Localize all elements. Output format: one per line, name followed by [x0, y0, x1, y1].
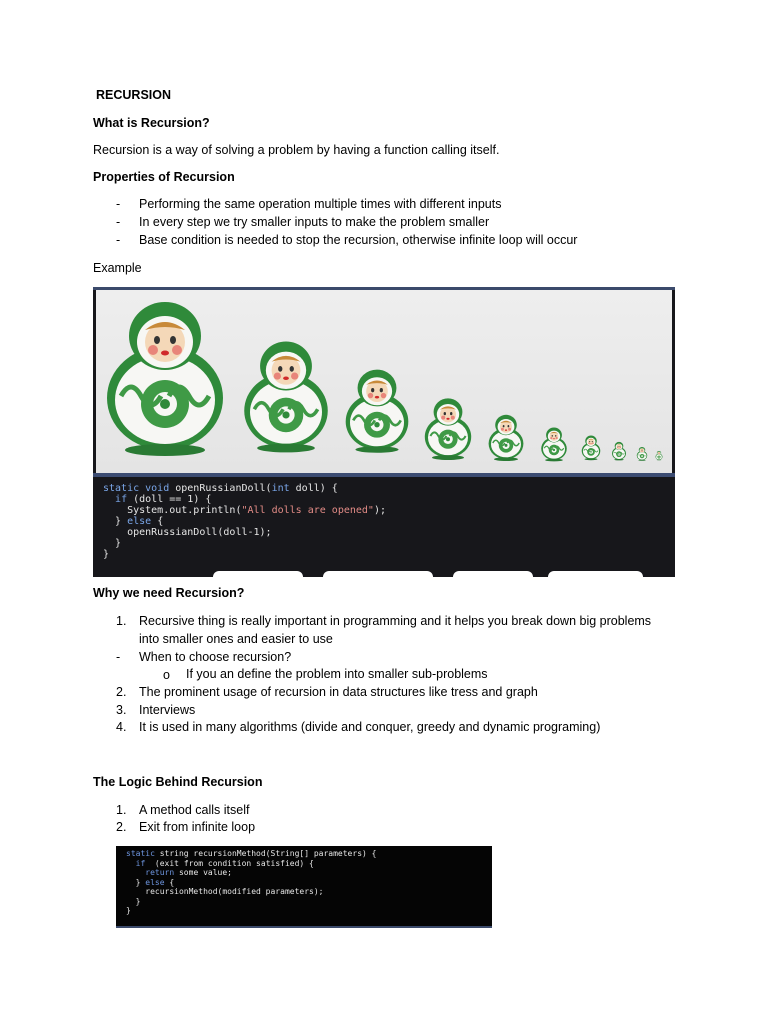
why-item: The prominent usage of recursion in data structures like tress and graph	[139, 685, 538, 699]
logic-code-block	[126, 849, 376, 916]
properties-heading: Properties of Recursion	[93, 170, 235, 184]
code-line: }	[103, 538, 122, 549]
bullet-dash: -	[116, 233, 121, 247]
code-keyword: return	[145, 868, 175, 877]
code-line: }	[126, 906, 131, 915]
bullet-dash: -	[116, 197, 121, 211]
code-line: } else {	[126, 877, 175, 887]
logic-item: Exit from infinite loop	[139, 820, 256, 834]
nesting-dolls-illustration	[96, 290, 672, 473]
list-number: 1.	[116, 803, 127, 817]
bullet-dash: -	[116, 650, 121, 664]
russian-doll-figure	[93, 287, 675, 577]
code-line: } else {	[103, 516, 164, 527]
why-item: Recursive thing is really important in programming and it helps you break down big problems	[139, 614, 652, 628]
example-label: Example	[93, 261, 142, 275]
code-line: System.out.println("All dolls are opened");	[103, 505, 386, 516]
code-line: static string recursionMethod(String[] parameters) {	[126, 849, 377, 858]
code-line: openRussianDoll(doll-1);	[103, 527, 272, 538]
figure-divider	[93, 473, 675, 477]
logic-item: A method calls itself	[139, 803, 250, 817]
code-line: }	[126, 896, 141, 906]
code-line: }	[103, 549, 110, 560]
code-keyword: else	[145, 877, 165, 887]
why-heading: Why we need Recursion?	[93, 586, 245, 600]
code-keyword: int	[271, 483, 290, 494]
code-line: recursionMethod(modified parameters);	[126, 887, 324, 896]
bullet-dash: -	[116, 215, 121, 229]
why-when-sub: If you an define the problem into smaller sub-problems	[186, 667, 488, 681]
list-number: 3.	[116, 703, 127, 717]
code-keyword: else	[127, 516, 152, 527]
code-text: doll) {	[289, 483, 338, 494]
list-number: 1.	[116, 614, 127, 628]
why-item: Interviews	[139, 703, 196, 717]
code-keyword: if	[115, 494, 128, 505]
code-line: return some value;	[145, 868, 232, 877]
property-item: Base condition is needed to stop the recursion, otherwise infinite loop will occur	[139, 233, 578, 247]
why-when: When to choose recursion?	[139, 650, 292, 664]
cropped-caption-text	[93, 568, 675, 577]
property-item: Performing the same operation multiple times with different inputs	[139, 197, 502, 211]
example-code-block	[103, 483, 386, 560]
document-title: RECURSION	[96, 88, 172, 102]
logic-code-figure	[116, 846, 492, 928]
code-line: if (doll == 1) {	[115, 494, 212, 505]
code-keyword: static	[126, 849, 160, 858]
bullet-circle: o	[163, 668, 170, 682]
list-number: 4.	[116, 720, 127, 734]
code-text: openRussianDoll(	[175, 483, 272, 494]
code-keyword: if	[135, 858, 146, 868]
list-number: 2.	[116, 820, 127, 834]
code-line	[103, 483, 386, 494]
why-item-continued: into smaller ones and easier to use	[139, 632, 333, 646]
code-keyword: static void	[103, 483, 176, 494]
what-heading: What is Recursion?	[93, 116, 210, 130]
why-item: It is used in many algorithms (divide and conquer, greedy and dynamic programing)	[139, 720, 601, 734]
nesting-dolls-photo	[96, 290, 672, 473]
code-string: "All dolls are opened"	[241, 505, 374, 516]
what-text: Recursion is a way of solving a problem by having a function calling itself.	[93, 143, 500, 157]
logic-heading: The Logic Behind Recursion	[93, 775, 263, 789]
list-number: 2.	[116, 685, 127, 699]
code-line: if (exit from condition satisfied) {	[135, 858, 314, 868]
property-item: In every step we try smaller inputs to make the problem smaller	[139, 215, 490, 229]
